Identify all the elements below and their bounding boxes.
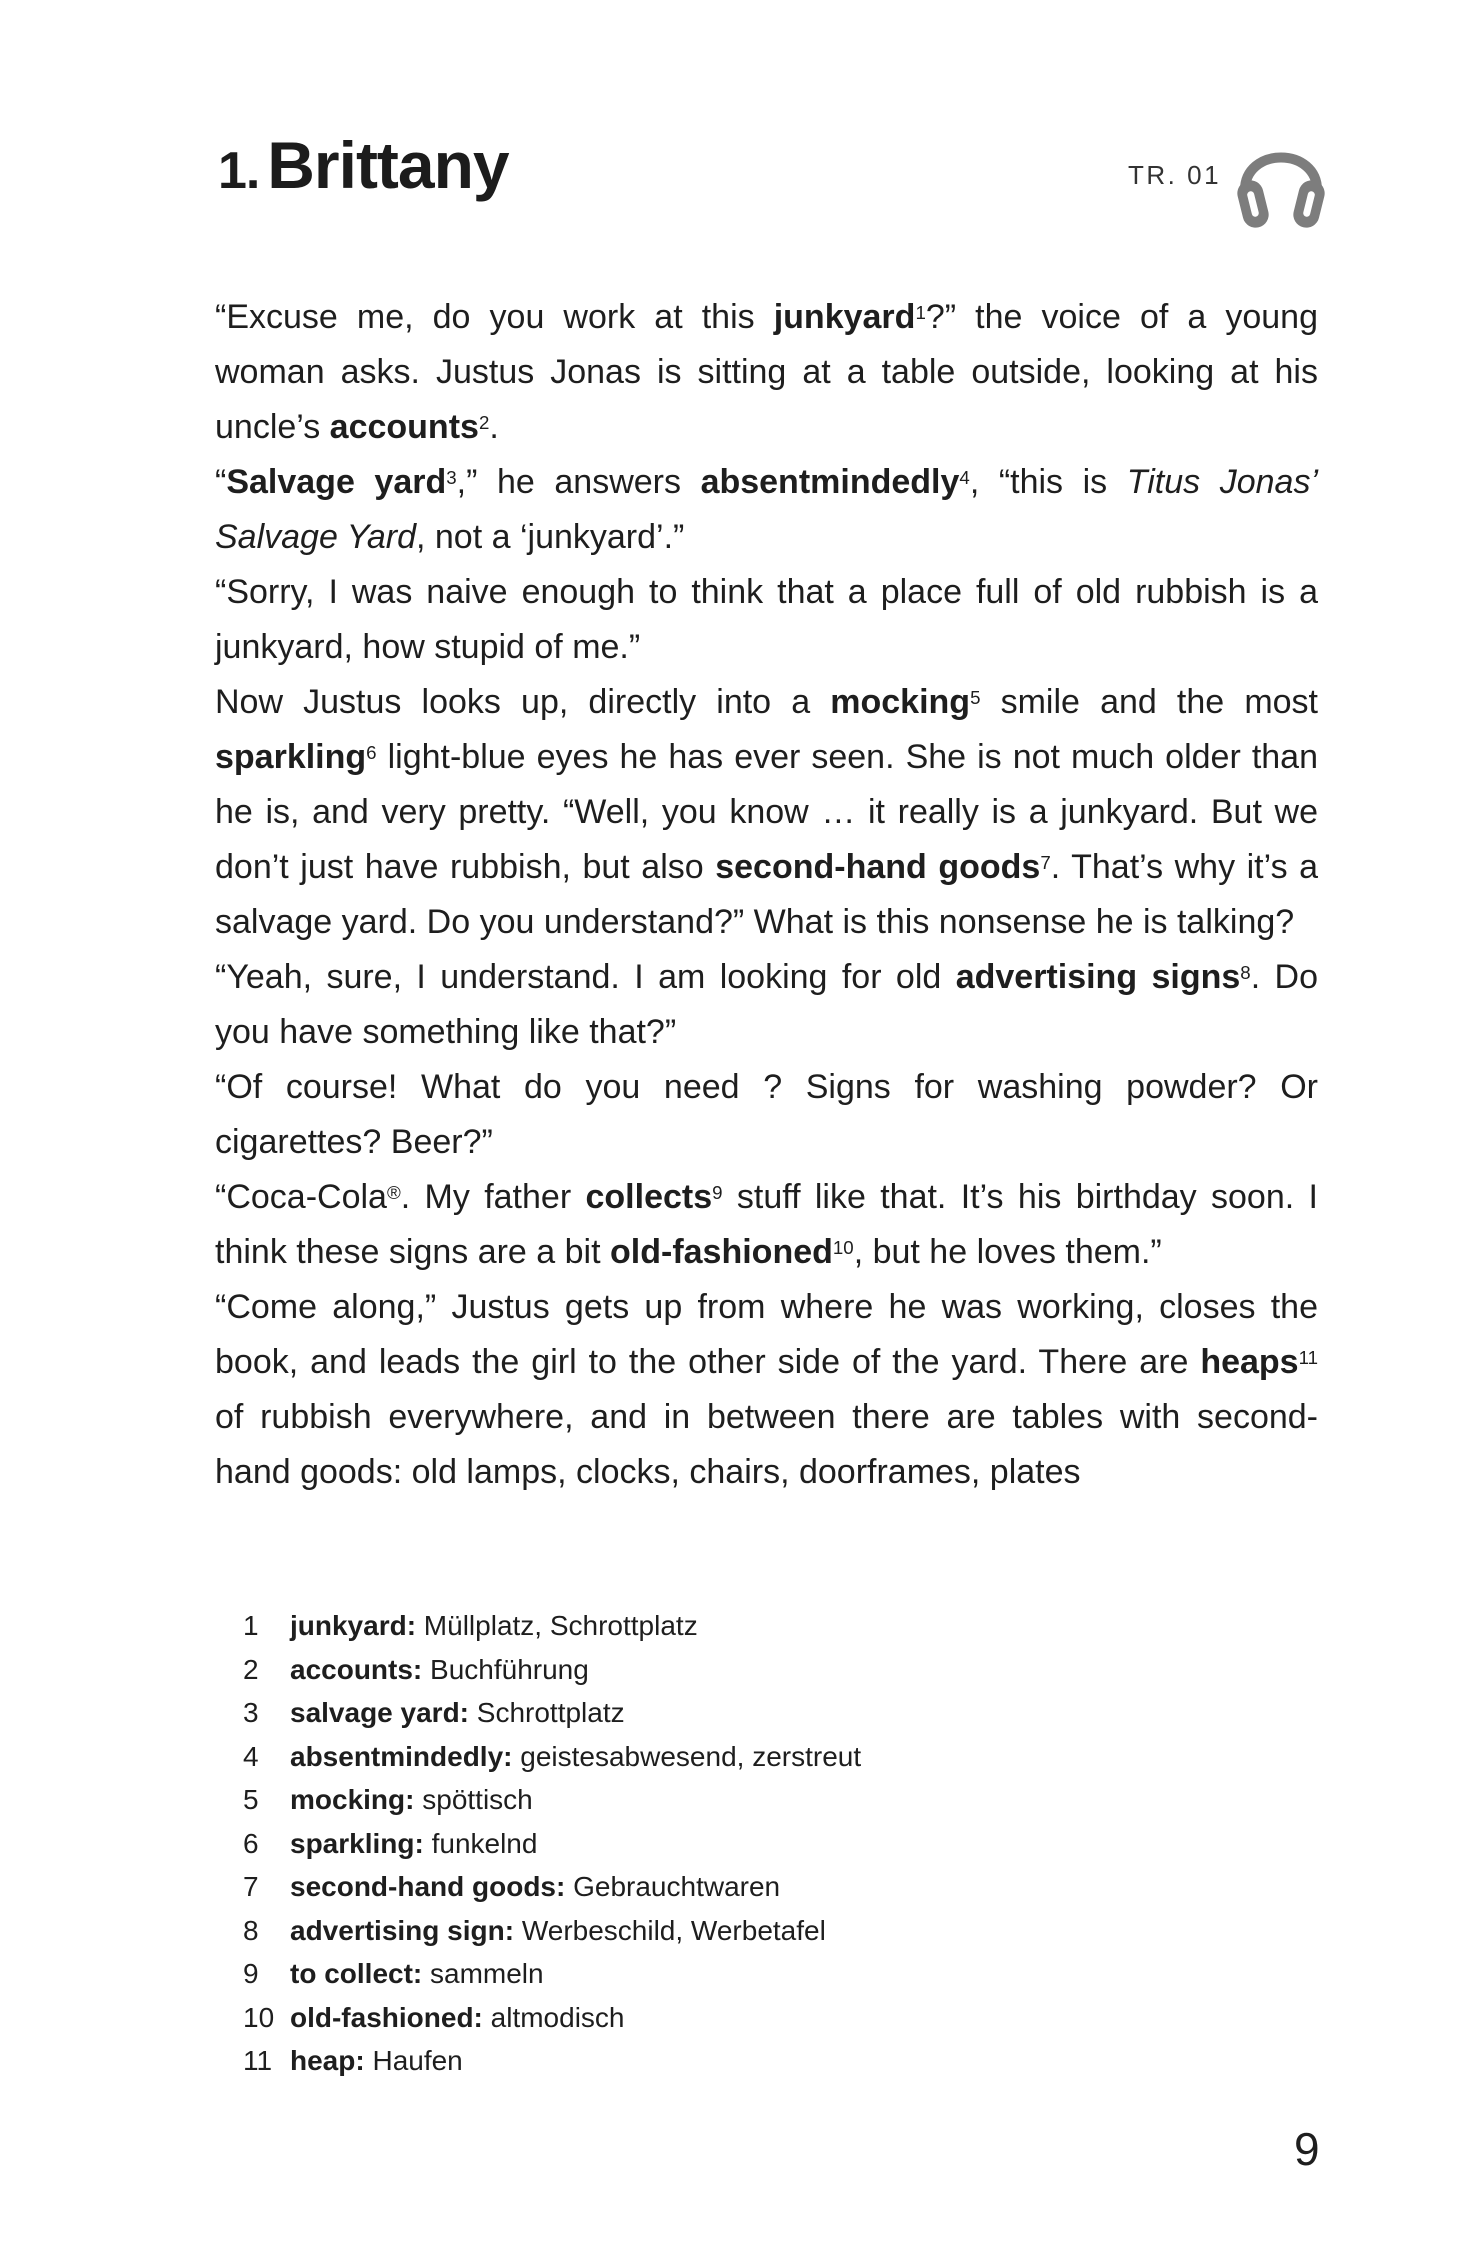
story-text-segment: accounts	[329, 408, 479, 446]
footnote-translation: Müllplatz, Schrottplatz	[416, 1610, 698, 1641]
headphones-icon	[1233, 130, 1329, 230]
footnote-number: 8	[243, 1914, 259, 1946]
footnote-text	[290, 1996, 625, 2040]
story-text-segment: second-hand goods	[715, 848, 1041, 886]
story-paragraph	[215, 1060, 1318, 1170]
story-text-segment: “Of course! What do you need ? Signs for washing powder? Or cigarettes? Beer?”	[215, 1068, 1318, 1161]
footnote-reference: 6	[366, 741, 377, 763]
track-label: TR. 01	[1128, 160, 1222, 190]
footnote-text	[290, 1648, 589, 1692]
footnote-term: to collect:	[290, 1958, 423, 1989]
story-text-segment: .	[489, 408, 499, 446]
footnote-text	[290, 1778, 533, 1822]
footnote-text	[290, 1735, 861, 1779]
story-text-segment: “Sorry, I was naive enough to think that a place full of old rubbish is a junkyard, how stupid of me.”	[215, 573, 1318, 666]
footnote-row	[243, 1822, 861, 1866]
story-paragraph	[215, 1280, 1318, 1500]
story-paragraph	[215, 565, 1318, 675]
footnote-translation: altmodisch	[482, 2001, 625, 2033]
story-text-segment: absentmindedly	[700, 463, 960, 501]
footnote-term: accounts:	[290, 1653, 423, 1685]
footnote-row	[243, 1604, 861, 1648]
story-text-segment: Titus Jonas’ Salvage Yard	[215, 463, 1318, 556]
story-text-segment: stuff like that. It’s his birthday soon. I think these signs are a bit	[215, 1178, 1318, 1271]
footnote-translation: Haufen	[364, 2045, 463, 2076]
footnote-row	[243, 1865, 861, 1909]
footnote-row	[243, 1909, 861, 1953]
story-text-segment: advertising signs	[955, 958, 1241, 996]
story-text-segment: . That’s why it’s a salvage yard. Do you understand?” What is this nonsense he is talking?	[215, 848, 1319, 941]
footnote-text	[290, 1822, 537, 1866]
footnote-row	[243, 1691, 861, 1735]
story-text-segment: , “this is	[969, 463, 1127, 501]
footnote-text	[290, 1909, 826, 1953]
footnote-text	[290, 1865, 780, 1909]
story-text-segment: Salvage yard	[226, 463, 447, 501]
story-text-segment: “	[215, 463, 227, 501]
footnote-reference: 2	[478, 411, 490, 433]
footnote-translation: spöttisch	[414, 1784, 533, 1815]
footnote-row	[243, 2039, 861, 2083]
footnote-reference: 10	[832, 1236, 854, 1258]
footnote-term: sparkling:	[290, 1827, 424, 1859]
story-text-segment: . Do you have something like that?”	[215, 958, 1319, 1051]
footnote-number: 1	[243, 1610, 259, 1641]
story-text-segment: old-fashioned	[610, 1233, 833, 1271]
footnote-term: second-hand goods:	[290, 1871, 566, 1902]
story-text-segment: “Coca-Cola	[215, 1178, 387, 1216]
footnote-text	[290, 1952, 544, 1996]
footnote-number: 9	[243, 1958, 259, 1989]
footnote-reference: 5	[970, 686, 981, 708]
footnote-row	[243, 1778, 861, 1822]
footnote-number: 6	[243, 1827, 259, 1859]
story-paragraph	[215, 290, 1318, 455]
story-text-segment: Now Justus looks up, directly into a	[215, 683, 831, 721]
footnote-number: 10	[243, 2001, 275, 2033]
footnote-term: absentmindedly:	[290, 1740, 513, 1772]
chapter-name: Brittany	[267, 128, 509, 202]
chapter-title	[218, 128, 509, 202]
footnote-number: 3	[243, 1697, 259, 1728]
footnote-reference: ®	[386, 1181, 401, 1203]
footnote-number: 5	[243, 1784, 259, 1815]
footnote-term: heap:	[290, 2045, 365, 2076]
footnote-row	[243, 1996, 861, 2040]
footnote-row	[243, 1735, 861, 1779]
story-text-segment: sparkling	[215, 738, 367, 776]
footnote-term: junkyard:	[290, 1610, 417, 1641]
footnote-row	[243, 1952, 861, 1996]
audio-track-indicator	[1128, 130, 1329, 230]
footnote-text	[290, 1691, 625, 1735]
footnote-reference: 8	[1240, 961, 1251, 983]
footnote-term: advertising sign:	[290, 1914, 515, 1946]
page-number: 9	[1294, 2123, 1320, 2175]
footnote-reference: 9	[712, 1181, 723, 1203]
footnote-number: 7	[243, 1871, 259, 1902]
story-text-segment: smile and the most	[980, 683, 1318, 721]
story-text-segment: “Come along,” Justus gets up from where he was working, closes the book, and leads the girl to the other side of the yard. There are	[215, 1288, 1318, 1381]
footnote-term: old-fashioned:	[290, 2001, 483, 2033]
story-text-segment: “Excuse me, do you work at this	[215, 298, 774, 336]
footnote-translation: funkelnd	[423, 1827, 538, 1859]
footnote-reference: 4	[959, 466, 970, 488]
footnote-translation: Buchführung	[422, 1653, 589, 1685]
footnote-reference: 3	[446, 466, 457, 488]
footnote-text	[290, 1604, 698, 1648]
footnote-translation: Schrottplatz	[469, 1697, 625, 1728]
story-paragraph	[215, 950, 1318, 1060]
story-paragraph	[215, 675, 1318, 950]
story-text-segment: heaps	[1200, 1343, 1299, 1381]
footnote-reference: 11	[1298, 1346, 1318, 1368]
story-text-segment: light-blue eyes he has ever seen. She is not much older than he is, and very pretty. “Well, you know … it really is a junkyard. But we don’t just have rubbish, but also	[215, 738, 1318, 886]
footnote-number: 4	[243, 1740, 259, 1772]
footnote-text	[290, 2039, 463, 2083]
footnote-term: salvage yard:	[290, 1697, 469, 1728]
footnotes	[243, 1604, 861, 2083]
story-text-segment: “Yeah, sure, I understand. I am looking for old	[215, 958, 956, 996]
footnote-term: mocking:	[290, 1784, 415, 1815]
story-text	[215, 290, 1318, 1500]
story-text-segment: collects	[585, 1178, 713, 1216]
story-text-segment: ?” the voice of a young woman asks. Justus Jonas is sitting at a table outside, looking at his uncle’s	[215, 298, 1318, 446]
story-text-segment: junkyard	[773, 298, 916, 336]
story-paragraph	[215, 455, 1318, 565]
chapter-number: 1.	[218, 142, 260, 200]
story-text-segment: of rubbish everywhere, and in between there are tables with second-hand goods: old lamps, clocks, chairs, doorframes, plates	[215, 1398, 1318, 1491]
story-text-segment: . My father	[400, 1178, 586, 1216]
footnote-number: 2	[243, 1653, 259, 1685]
footnote-translation: geistesabwesend, zerstreut	[512, 1740, 862, 1772]
footnote-reference: 7	[1040, 851, 1051, 873]
footnote-reference: 1	[915, 301, 926, 323]
footnote-translation: sammeln	[422, 1958, 544, 1989]
story-text-segment: , not a ‘junkyard’.”	[416, 518, 685, 556]
story-paragraph	[215, 1170, 1318, 1280]
footnote-translation: Werbeschild, Werbetafel	[514, 1914, 826, 1946]
footnote-number: 11	[243, 2045, 273, 2076]
story-text-segment: mocking	[830, 683, 971, 721]
story-text-segment: , but he loves them.”	[853, 1233, 1162, 1271]
footnote-translation: Gebrauchtwaren	[565, 1871, 781, 1902]
footnote-row	[243, 1648, 861, 1692]
story-text-segment: ,” he answers	[456, 463, 701, 501]
